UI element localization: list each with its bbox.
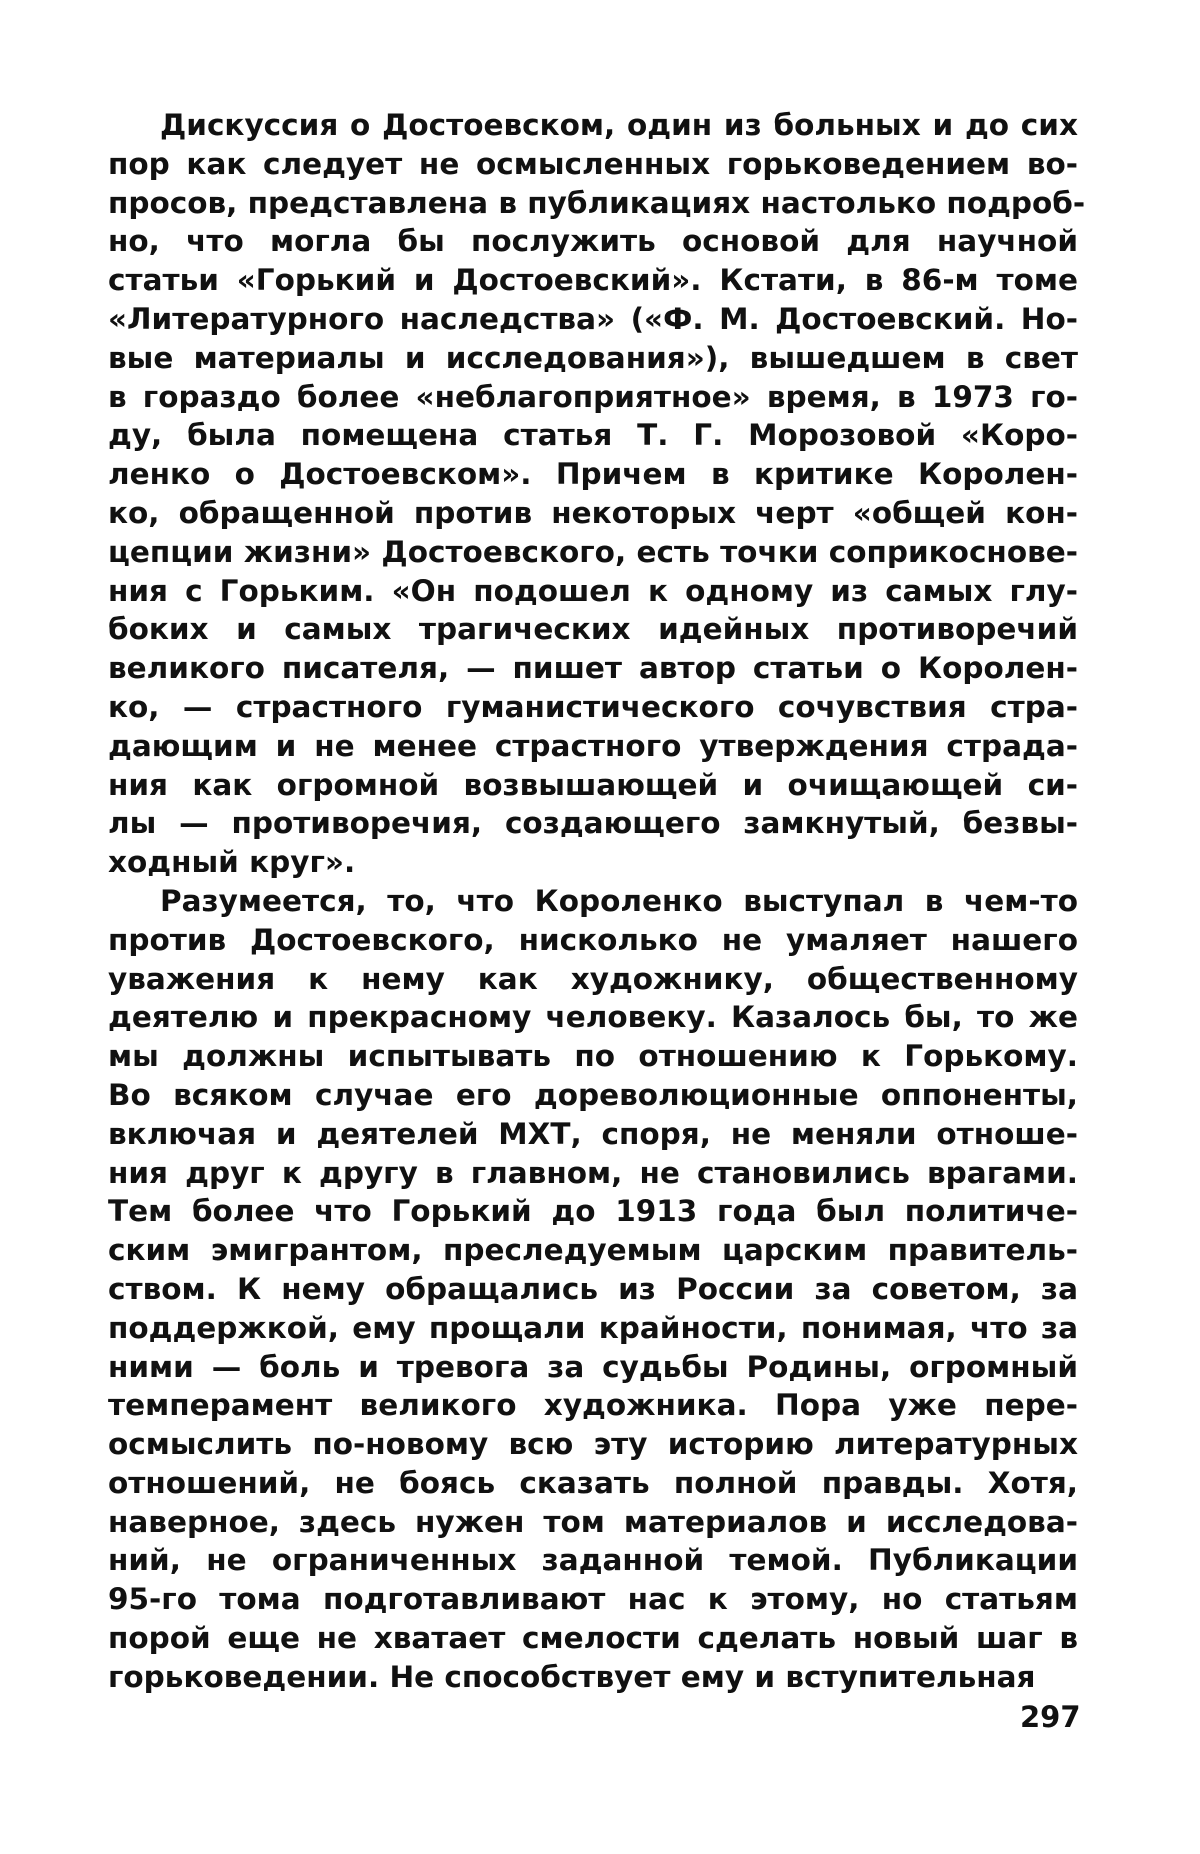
text-line: Разумеется, то, что Короленко выступал в чем-то [160,883,1078,918]
text-line: ским эмигрантом, преследуемым царским правитель- [108,1233,1078,1268]
text-line: горьковедении. Не способствует ему и вступительная [108,1659,1036,1694]
text-line: уважения к нему как художнику, общественному [108,961,1078,996]
paragraph [108,882,1078,1697]
text-line: поддержкой, ему прощали крайности, понимая, что за [108,1310,1078,1345]
text-line: включая и деятелей МХТ, споря, не меняли отноше- [108,1116,1078,1151]
text-line: ний, не ограниченных заданной темой. Публикации [108,1543,1078,1578]
text-line: против Достоевского, нисколько не умаляет нашего [108,922,1078,957]
text-line: отношений, не боясь сказать полной правды. Хотя, [108,1465,1078,1500]
text-line: ду, была помещена статья Т. Г. Морозовой «Коро- [108,418,1078,453]
text-line: но, что могла бы послужить основой для научной [108,224,1078,259]
text-line: Дискуссия о Достоевском, один из больных и до сих [160,108,1078,142]
paragraph [108,106,1086,882]
text-line: порой еще не хватает смелости сделать новый шаг в [108,1621,1078,1656]
text-line: ния как огромной возвышающей и очищающей си- [108,767,1078,802]
text-line: наверное, здесь нужен том материалов и исследова- [108,1504,1078,1539]
text-line: деятелю и прекрасному человеку. Казалось бы, то же [108,1000,1078,1035]
text-line: лы — противоречия, создающего замкнутый, безвы- [108,806,1078,841]
text-line: пор как следует не осмысленных горьковедением во- [108,146,1078,181]
text-line: ленко о Достоевском». Причем в критике Королен- [108,457,1078,492]
text-line: статьи «Горький и Достоевский». Кстати, в 86-м томе [108,263,1078,298]
text-line: боких и самых трагических идейных противоречий [108,612,1078,647]
text-line: Тем более что Горький до 1913 года был политиче- [108,1194,1078,1229]
text-line: 95-го тома подготавливают нас к этому, но статьям [108,1582,1078,1617]
text-line: великого писателя, — пишет автор статьи о Королен- [108,651,1078,686]
text-line: вые материалы и исследования»), вышедшем в свет [108,340,1078,375]
body-text [108,106,1086,1697]
text-line: ними — боль и тревога за судьбы Родины, огромный [108,1349,1078,1384]
text-line: «Литературного наследства» («Ф. М. Достоевский. Но- [108,301,1078,336]
text-line: мы должны испытывать по отношению к Горькому. [108,1039,1078,1074]
page-number: 297 [1020,1700,1081,1734]
text-line: дающим и не менее страстного утверждения страда- [108,728,1078,763]
text-line: цепции жизни» Достоевского, есть точки соприкоснове- [108,534,1078,569]
text-line: просов, представлена в публикациях настолько подроб- [108,185,1086,220]
text-line: осмыслить по-новому всю эту историю литературных [108,1427,1078,1462]
text-line: ством. К нему обращались из России за советом, за [108,1271,1078,1306]
text-line: ния друг к другу в главном, не становились врагами. [108,1155,1078,1190]
text-line: в гораздо более «неблагоприятное» время, в 1973 го- [108,379,1078,414]
text-line: ходный круг». [108,845,356,880]
text-line: ко, обращенной против некоторых черт «общей кон- [108,495,1078,530]
text-line: ния с Горьким. «Он подошел к одному из самых глу- [108,573,1078,608]
text-line: темперамент великого художника. Пора уже пере- [108,1388,1078,1423]
text-line: Во всяком случае его дореволюционные оппоненты, [108,1077,1078,1112]
text-line: ко, — страстного гуманистического сочувствия стра- [108,689,1078,724]
